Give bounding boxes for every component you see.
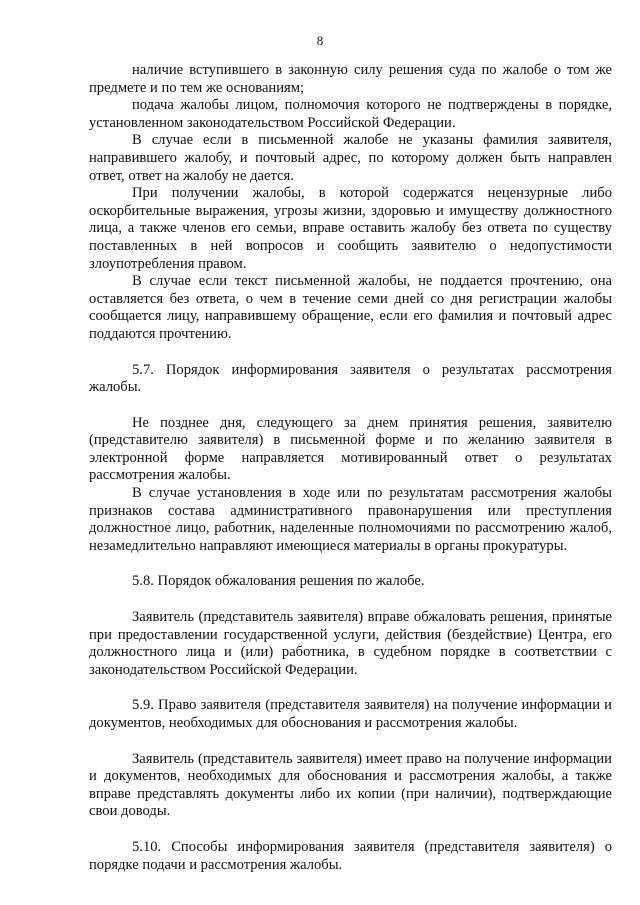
section-heading-5-9: 5.9. Право заявителя (представителя заявителя) на получение информации и документов, необходимых для обоснования и рассмотрения жалобы.	[89, 697, 612, 731]
section-heading-5-10: 5.10. Способы информирования заявителя (представителя заявителя) о порядке подачи и рассмотрения жалобы.	[89, 838, 612, 873]
paragraph-unreadable-text: В случае если текст письменной жалобы, не поддается прочтению, она оставляется без ответа, о чем в течение семи дней со дня регистрации жалобы сообщается лицу, направившему обращение, если его фамилия и почтовый адрес поддаются прочтению.	[89, 273, 612, 342]
page-number: 8	[316, 33, 324, 48]
paragraph-offensive-content: При получении жалобы, в которой содержатся нецензурные либо оскорбительные выражения, угрозы жизни, здоровью и имуществу должностного лица, а также членов его семьи, вправе оставить жалобу без ответа по существу поставленных в ней вопросов и сообщить заявителю о недопустимости злоупотребления правом.	[89, 185, 612, 272]
paragraph-information-right: Заявитель (представитель заявителя) имеет право на получение информации и документов, необходимых для обоснования и рассмотрения жалобы, а также вправе представлять документы либо их копии (при наличии), подтверждающие свои доводы.	[89, 750, 612, 820]
paragraph-unconfirmed-authority: подача жалобы лицом, полномочия которого не подтверждены в порядке, установленном законодательством Российской Федерации.	[89, 97, 612, 131]
section-heading-5-8: 5.8. Порядок обжалования решения по жалобе.	[132, 573, 425, 590]
paragraph-judicial-appeal: Заявитель (представитель заявителя) вправе обжаловать решения, принятые при предоставлении государственной услуги, действия (бездействие) Центра, его должностного лица и (или) работника, в судебном порядке в соответствии с законодательством Российской Федерации.	[89, 609, 612, 678]
document-body	[89, 62, 612, 874]
paragraph-no-surname: В случае если в письменной жалобе не указаны фамилия заявителя, направившего жалобу, и почтовый адрес, по которому должен быть направлен ответ, ответ на жалобу не дается.	[89, 132, 612, 184]
paragraph-prosecutor-referral: В случае установления в ходе или по результатам рассмотрения жалобы признаков состава административного правонарушения или преступления должностное лицо, работник, наделенные полномочиями по рассмотрению жалоб, незамедлительно направляют имеющиеся материалы в органы прокуратуры.	[89, 485, 612, 554]
paragraph-court-decision: наличие вступившего в законную силу решения суда по жалобе о том же предмете и по тем же основаниям;	[89, 62, 612, 96]
section-heading-5-7: 5.7. Порядок информирования заявителя о результатах рассмотрения жалобы.	[89, 361, 612, 396]
paragraph-reasoned-response: Не позднее дня, следующего за днем принятия решения, заявителю (представителю заявителя) в письменной форме и по желанию заявителя в электронной форме направляется мотивированный ответ о результатах рассмотрения жалобы.	[89, 414, 612, 484]
